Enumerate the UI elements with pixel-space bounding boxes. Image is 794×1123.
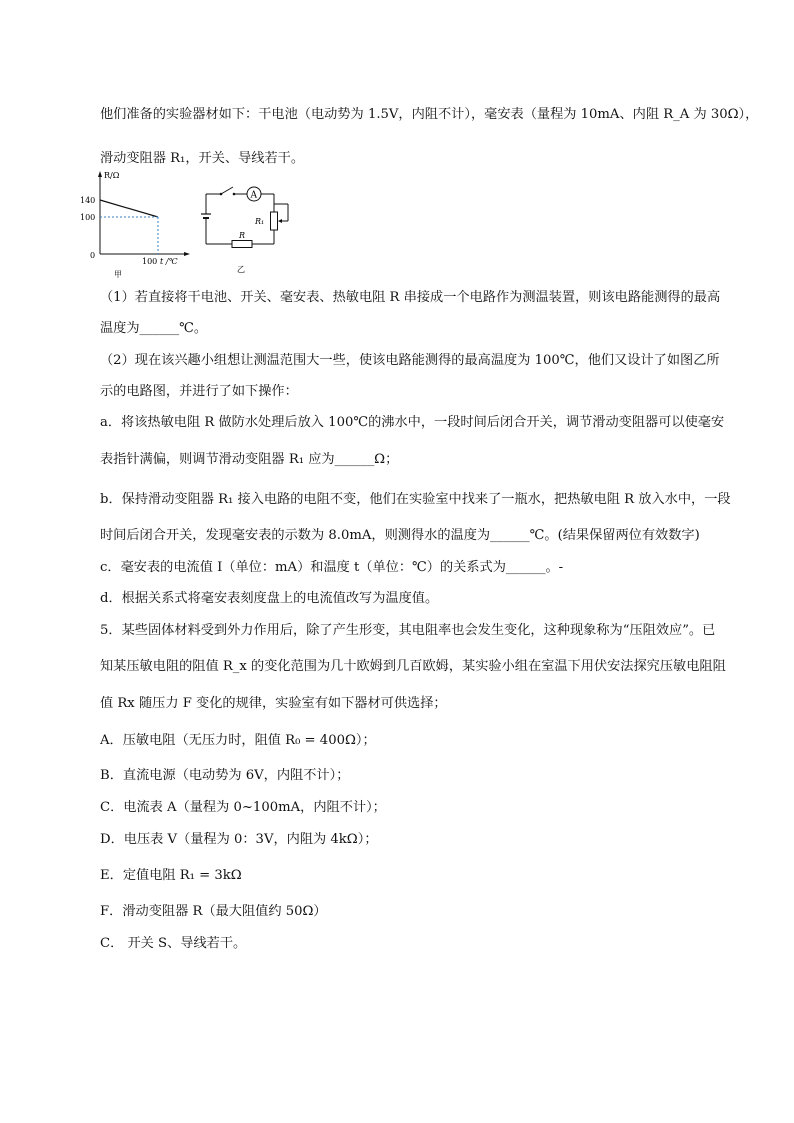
y-axis-arrow: [98, 171, 102, 177]
ammeter-label: A: [250, 190, 257, 201]
text-line: c．毫安表的电流值 I（单位：mA）和温度 t（单位：℃）的关系式为______。-: [100, 560, 564, 575]
thermistor-r: [232, 241, 252, 248]
text-line: b．保持滑动变阻器 R₁ 接入电路的电阻不变，他们在实验室中找来了一瓶水，把热敏电阻 R 放入水中，一段: [100, 492, 731, 507]
text-line: 表指针满偏，则调节滑动变阻器 R₁ 应为______Ω；: [100, 452, 399, 467]
text-line: 温度为______℃。: [100, 321, 208, 336]
x-axis-label: t /℃: [160, 257, 178, 266]
text-line: 他们准备的实验器材如下：干电池（电动势为 1.5V，内阻不计），毫安表（量程为 10mA、内阻 R_A 为 30Ω），: [100, 107, 759, 122]
tick-140: 140: [80, 196, 96, 205]
text-line: 5．某些固体材料受到外力作用后，除了产生形变，其电阻率也会发生变化，这种现象称为“压阻效应”。已: [100, 623, 716, 638]
graph-jia: [82, 168, 192, 280]
text-line: F．滑动变阻器 R（最大阻值约 50Ω）: [100, 904, 327, 919]
text-line: C． 开关 S、导线若干。: [100, 936, 247, 951]
caption-jia: 甲: [114, 270, 122, 279]
slider-arrow: [278, 219, 282, 223]
rheostat-r1: [271, 212, 278, 230]
switch-blade: [221, 187, 233, 194]
text-line: C．电流表 A（量程为 0~100mA，内阻不计）；: [100, 800, 386, 815]
text-line: A．压敏电阻（无压力时，阻值 R₀ = 400Ω）；: [100, 733, 376, 748]
text-line: （2）现在该兴趣小组想让测温范围大一些，使该电路能测得的最高温度为 100℃，他们又设计了如图乙所: [100, 353, 720, 368]
origin-label: 0: [90, 251, 96, 260]
figure-area: [82, 168, 302, 280]
caption-yi: 乙: [237, 265, 245, 274]
text-line: d．根据关系式将毫安表刻度盘上的电流值改写为温度值。: [100, 591, 439, 606]
text-line: 时间后闭合开关，发现毫安表的示数为 8.0mA，则测得水的温度为______℃。(结果保留两位有效数字): [100, 528, 700, 543]
text-line: （1）若直接将干电池、开关、毫安表、热敏电阻 R 串接成一个电路作为测温装置，则该电路能测得的最高: [100, 290, 721, 305]
r-label: R: [239, 231, 246, 240]
circuit-yi: [200, 168, 310, 280]
text-line: 示的电路图，并进行了如下操作：: [100, 384, 298, 399]
text-line: E．定值电阻 R₁ = 3kΩ: [100, 868, 242, 883]
text-line: 知某压敏电阻的阻值 R_x 的变化范围为几十欧姆到几百欧姆，某实验小组在室温下用伏安法探究压敏电阻阻: [100, 659, 726, 674]
r1-label: R₁: [255, 217, 265, 226]
text-line: D．电压表 V（量程为 0：3V，内阻为 4kΩ）；: [100, 832, 378, 847]
text-line: 值 Rx 随压力 F 变化的规律，实验室有如下器材可供选择；: [100, 696, 447, 711]
text-line: a．将该热敏电阻 R 做防水处理后放入 100℃的沸水中，一段时间后闭合开关，调节滑动变阻器可以使毫安: [100, 415, 725, 430]
tick-100: 100: [80, 213, 96, 222]
tick-x-100: 100: [142, 257, 158, 266]
x-axis-arrow: [184, 252, 190, 256]
y-axis-label: R/Ω: [104, 171, 120, 180]
text-line: B．直流电源（电动势为 6V，内阻不计）；: [100, 768, 350, 783]
text-line: 滑动变阻器 R₁，开关、导线若干。: [100, 151, 305, 166]
graph-line: [100, 200, 158, 217]
